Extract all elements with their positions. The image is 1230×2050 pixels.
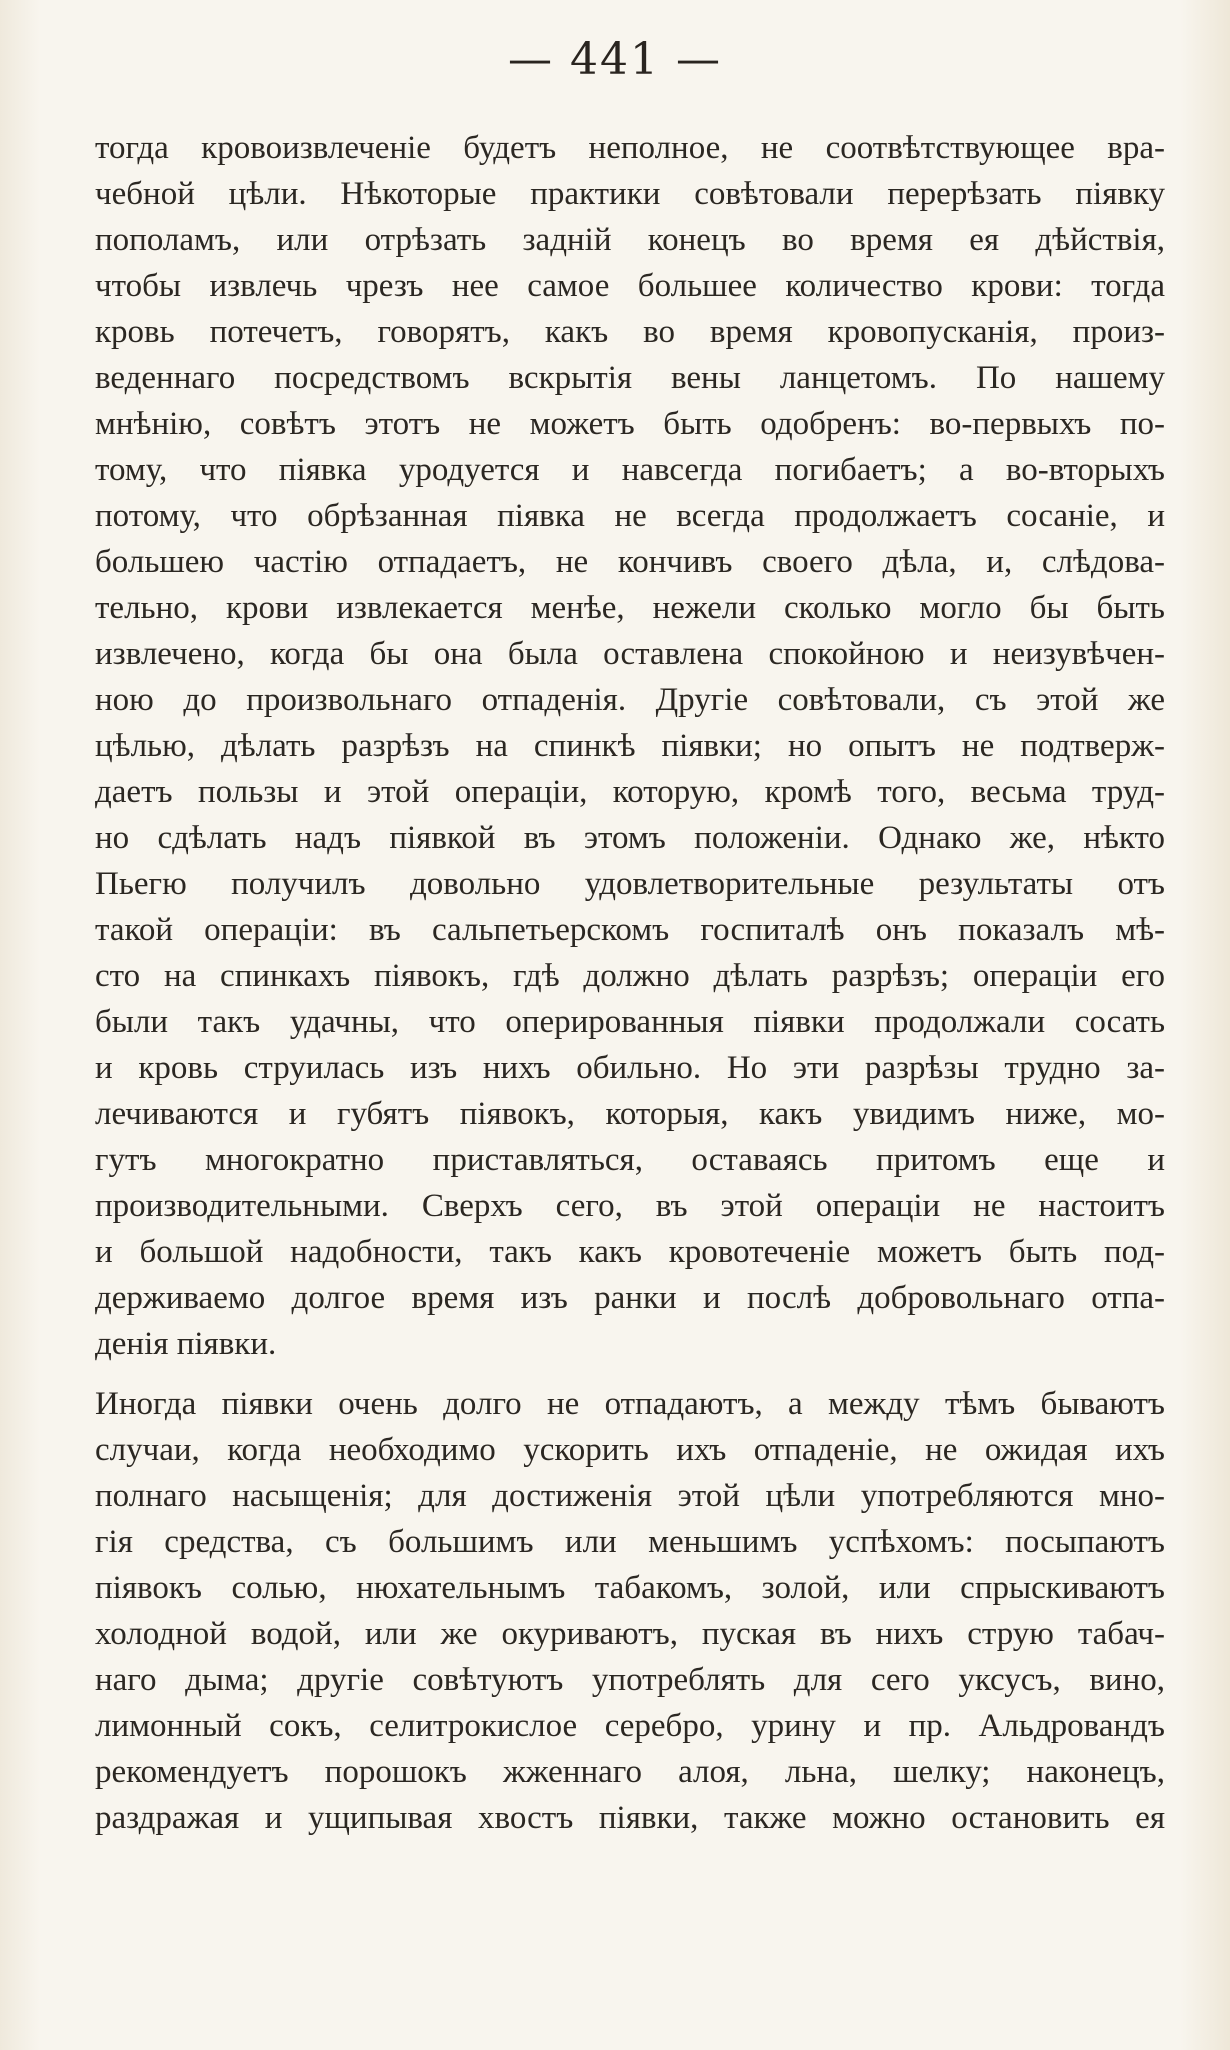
text-line: веденнаго посредствомъ вскрытія вены ланцетомъ. По нашему <box>95 360 1165 396</box>
text-line: лимонный сокъ, селитрокислое серебро, урину и пр. Альдровандъ <box>95 1708 1165 1744</box>
text-line: полнаго насыщенія; для достиженія этой цѣли употребляются мно- <box>95 1478 1165 1514</box>
text-line: но сдѣлать надъ піявкой въ этомъ положеніи. Однако же, нѣкто <box>95 820 1165 856</box>
text-line: Иногда піявки очень долго не отпадаютъ, а между тѣмъ бываютъ <box>95 1386 1165 1422</box>
paragraph-2 <box>95 1381 1165 1841</box>
text-line: чтобы извлечь чрезъ нее самое большее количество крови: тогда <box>95 268 1165 304</box>
text-line: пополамъ, или отрѣзать задній конецъ во время ея дѣйствія, <box>95 222 1165 258</box>
text-line: держиваемо долгое время изъ ранки и послѣ добровольнаго отпа- <box>95 1280 1165 1316</box>
text-line: цѣлью, дѣлать разрѣзъ на спинкѣ піявки; но опытъ не подтверж- <box>95 728 1165 764</box>
text-line: производительными. Сверхъ сего, въ этой операціи не настоитъ <box>95 1188 1165 1224</box>
text-line: лечиваются и губятъ піявокъ, которыя, какъ увидимъ ниже, мо- <box>95 1096 1165 1132</box>
text-line: и большой надобности, такъ какъ кровотеченіе можетъ быть под- <box>95 1234 1165 1270</box>
text-line: гія средства, съ большимъ или меньшимъ успѣхомъ: посыпаютъ <box>95 1524 1165 1560</box>
text-line: тогда кровоизвлеченіе будетъ неполное, не соотвѣтствующее вра- <box>95 130 1165 166</box>
text-line: такой операціи: въ сальпетьерскомъ госпиталѣ онъ показалъ мѣ- <box>95 912 1165 948</box>
text-line: рекомендуетъ порошокъ жженнаго алоя, льна, шелку; наконецъ, <box>95 1754 1165 1790</box>
text-line: и кровь струилась изъ нихъ обильно. Но эти разрѣзы трудно за- <box>95 1050 1165 1086</box>
text-line: наго дыма; другіе совѣтуютъ употреблять для сего уксусъ, вино, <box>95 1662 1165 1698</box>
page-number: — 441 — <box>508 34 722 85</box>
text-line: чебной цѣли. Нѣкоторые практики совѣтовали перерѣзать піявку <box>95 176 1165 212</box>
text-line: были такъ удачны, что оперированныя піявки продолжали сосать <box>95 1004 1165 1040</box>
text-line: раздражая и ущипывая хвостъ піявки, также можно остановить ея <box>95 1800 1165 1836</box>
text-line: большею частію отпадаетъ, не кончивъ своего дѣла, и, слѣдова- <box>95 544 1165 580</box>
paragraph-divider <box>95 1367 1165 1381</box>
text-line: піявокъ солью, нюхательнымъ табакомъ, золой, или спрыскиваютъ <box>95 1570 1165 1606</box>
text-line: сто на спинкахъ піявокъ, гдѣ должно дѣлать разрѣзъ; операціи его <box>95 958 1165 994</box>
text-line: случаи, когда необходимо ускорить ихъ отпаденіе, не ожидая ихъ <box>95 1432 1165 1468</box>
text-line: потому, что обрѣзанная піявка не всегда продолжаетъ сосаніе, и <box>95 498 1165 534</box>
text-line: Пьегю получилъ довольно удовлетворительные результаты отъ <box>95 866 1165 902</box>
text-line: ною до произвольнаго отпаденія. Другіе совѣтовали, съ этой же <box>95 682 1165 718</box>
text-line: тому, что піявка уродуется и навсегда погибаетъ; а во-вторыхъ <box>95 452 1165 488</box>
text-line: денія піявки. <box>95 1326 277 1362</box>
text-line: мнѣнію, совѣтъ этотъ не можетъ быть одобренъ: во-первыхъ по- <box>95 406 1165 442</box>
page-text <box>95 125 1165 1841</box>
text-line: даетъ пользы и этой операціи, которую, кромѣ того, весьма труд- <box>95 774 1165 810</box>
text-line: кровь потечетъ, говорятъ, какъ во время кровопусканія, произ- <box>95 314 1165 350</box>
paragraph-1 <box>95 125 1165 1367</box>
text-line: тельно, крови извлекается менѣе, нежели сколько могло бы быть <box>95 590 1165 626</box>
text-line: холодной водой, или же окуриваютъ, пуская въ нихъ струю табач- <box>95 1616 1165 1652</box>
text-line: извлечено, когда бы она была оставлена спокойною и неизувѣчен- <box>95 636 1165 672</box>
text-line: гутъ многократно приставляться, оставаясь притомъ еще и <box>95 1142 1165 1178</box>
